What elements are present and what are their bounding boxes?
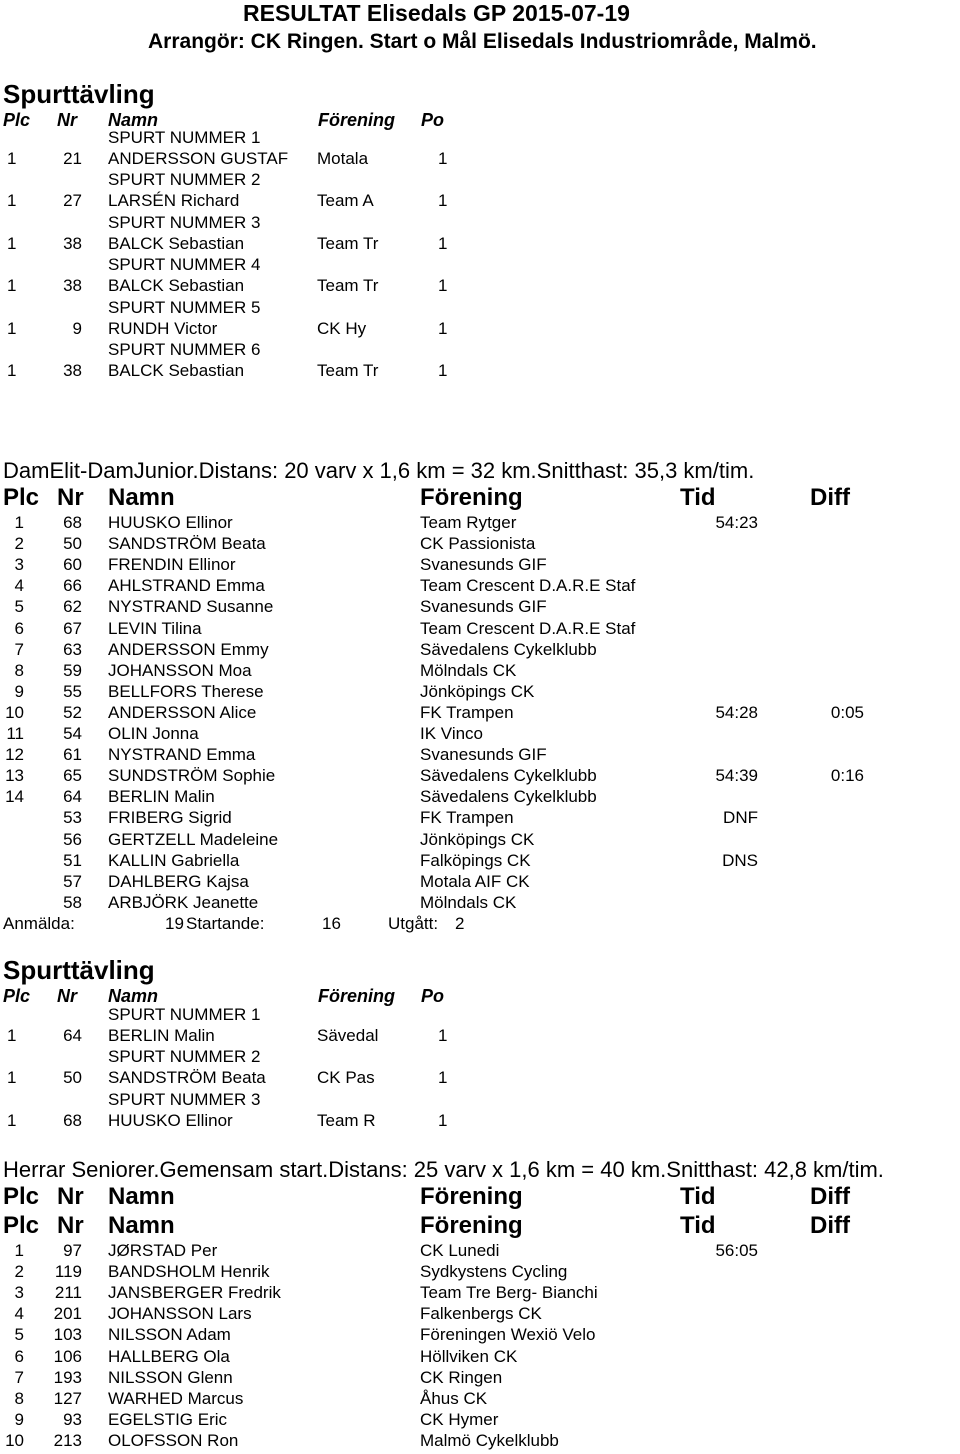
sprint-nr: 50	[63, 1068, 82, 1088]
sprint-club: CK Pas	[317, 1068, 375, 1088]
race2-a-header-tid: Tid	[680, 1183, 716, 1210]
race2-a-header-plc: Plc	[3, 1183, 40, 1210]
header-forening: Förening	[318, 986, 395, 1006]
sprint-po: 1	[438, 276, 448, 296]
sprint-label: SPURT NUMMER 2	[108, 170, 261, 190]
race2-a-header-diff: Diff	[810, 1183, 850, 1210]
result-club: CK Ringen	[420, 1367, 503, 1387]
result-club: Höllviken CK	[420, 1346, 518, 1366]
race1-header-nr: Nr	[57, 484, 84, 511]
sprint-label: SPURT NUMMER 6	[108, 340, 261, 359]
result-name: JOHANSSON Moa	[108, 660, 252, 680]
result-plc: 3	[14, 555, 24, 575]
sprint-club: Team A	[317, 191, 374, 211]
sprint-nr: 38	[63, 276, 82, 296]
result-name: KALLIN Gabriella	[108, 850, 240, 870]
result-nr: 213	[53, 1430, 82, 1450]
result-name: NILSSON Adam	[108, 1325, 231, 1345]
result-club: FK Trampen	[420, 702, 514, 722]
result-club: Falköpings CK	[420, 850, 531, 870]
result-nr: 93	[63, 1409, 82, 1429]
sprint-label: SPURT NUMMER 1	[108, 1005, 261, 1024]
race2-b-header-plc: Plc	[3, 1212, 40, 1239]
sprint-name: HUUSKO Ellinor	[108, 1110, 233, 1130]
sprint-club: Team Tr	[317, 233, 379, 253]
result-nr: 66	[63, 576, 82, 596]
result-plc: 3	[14, 1283, 24, 1303]
sprint-label: SPURT NUMMER 3	[108, 1089, 261, 1109]
sprint-plc: 1	[7, 318, 17, 338]
result-club: Jönköpings CK	[420, 681, 535, 701]
result-plc: 7	[14, 639, 24, 659]
sprint-plc: 1	[7, 233, 17, 253]
result-nr: 67	[63, 618, 82, 638]
summary-startande: 16	[322, 914, 341, 933]
sprint-plc: 1	[7, 361, 17, 380]
result-plc: 10	[5, 702, 24, 722]
sprint-section-title: Spurttävling	[3, 955, 155, 985]
result-nr: 201	[53, 1304, 82, 1324]
result-name: FRIBERG Sigrid	[108, 808, 232, 828]
result-plc: 9	[14, 681, 24, 701]
result-nr: 127	[53, 1388, 82, 1408]
sprint-club: Team Tr	[317, 276, 379, 296]
sprint-club: CK Hy	[317, 318, 367, 338]
result-name: FRENDIN Ellinor	[108, 555, 236, 575]
race-title: DamElit-DamJunior.Distans: 20 varv x 1,6 km = 32 km.Snitthast: 35,3 km/tim.	[3, 458, 755, 483]
sprint-nr: 38	[63, 233, 82, 253]
result-club: Team Tre Berg- Bianchi	[420, 1283, 598, 1303]
header-nr: Nr	[57, 110, 78, 130]
result-diff: 0:05	[830, 702, 864, 722]
result-club: Sydkystens Cycling	[420, 1262, 568, 1282]
result-tid: 54:28	[715, 702, 758, 722]
result-club: Mölndals CK	[420, 660, 517, 680]
race2-b-header-forening: Förening	[420, 1212, 523, 1239]
document-title: RESULTAT Elisedals GP 2015-07-19	[243, 0, 630, 26]
result-nr: 50	[63, 534, 82, 554]
sprint-club: Team Tr	[317, 361, 379, 380]
result-nr: 119	[54, 1262, 82, 1282]
result-name: WARHED Marcus	[108, 1388, 244, 1408]
race2-b-header-tid: Tid	[680, 1212, 716, 1239]
result-name: JOHANSSON Lars	[108, 1304, 252, 1324]
race2-a-header-namn: Namn	[108, 1183, 175, 1210]
sprint-label: SPURT NUMMER 4	[108, 255, 261, 275]
sprint-name: BERLIN Malin	[108, 1026, 215, 1045]
sprint-plc: 1	[7, 276, 17, 296]
result-nr: 64	[63, 787, 82, 807]
sprint-po: 1	[438, 361, 448, 380]
result-name: JANSBERGER Fredrik	[108, 1283, 281, 1303]
result-plc: 1	[14, 513, 24, 532]
result-club: Sävedalens Cykelklubb	[420, 639, 597, 659]
result-nr: 193	[53, 1367, 82, 1387]
result-name: NILSSON Glenn	[108, 1367, 233, 1387]
race2-b-header-namn: Namn	[108, 1212, 175, 1239]
result-club: Malmö Cykelklubb	[420, 1430, 559, 1450]
sprint-name: BALCK Sebastian	[108, 276, 245, 296]
header-namn: Namn	[108, 110, 159, 130]
result-club: Svanesunds GIF	[420, 597, 547, 617]
header-plc: Plc	[3, 110, 31, 130]
result-nr: 62	[63, 597, 82, 617]
result-nr: 56	[63, 829, 82, 849]
sprint-name: BALCK Sebastian	[108, 233, 245, 253]
result-name: EGELSTIG Eric	[108, 1409, 228, 1429]
result-plc: 1	[14, 1241, 24, 1260]
sprint-nr: 38	[63, 361, 82, 380]
sprint-club: Motala	[317, 149, 369, 168]
result-club: Motala AIF CK	[420, 871, 530, 891]
organizer-line: Arrangör: CK Ringen. Start o Mål Elisedals Industriområde, Malmö.	[148, 30, 817, 53]
race2-a-header-forening: Förening	[420, 1183, 523, 1210]
sprint-plc: 1	[7, 1110, 17, 1130]
result-club: Föreningen Wexiö Velo	[420, 1325, 596, 1345]
race1-header-plc: Plc	[3, 484, 40, 511]
result-club: CK Lunedi	[420, 1241, 500, 1260]
sprint-name: RUNDH Victor	[108, 318, 218, 338]
result-nr: 57	[63, 871, 82, 891]
result-name: HUUSKO Ellinor	[108, 513, 233, 532]
summary-anmalda-label: Anmälda:	[3, 914, 75, 933]
race1-header-diff: Diff	[810, 484, 850, 511]
race2-a-header-nr: Nr	[57, 1183, 84, 1210]
sprint-label: SPURT NUMMER 1	[108, 128, 261, 147]
result-nr: 211	[54, 1283, 82, 1303]
result-nr: 97	[63, 1241, 82, 1260]
sprint-nr: 27	[63, 191, 82, 211]
sprint-plc: 1	[7, 1026, 17, 1045]
result-nr: 54	[63, 724, 82, 743]
result-club: CK Hymer	[420, 1409, 499, 1429]
result-club: Team Crescent D.A.R.E Staf	[420, 618, 636, 638]
result-nr: 68	[63, 513, 82, 532]
result-name: ARBJÖRK Jeanette	[108, 892, 259, 912]
result-club: Team Rytger	[420, 513, 517, 532]
sprint-nr: 68	[63, 1110, 82, 1130]
result-name: ANDERSSON Emmy	[108, 639, 269, 659]
result-name: HALLBERG Ola	[108, 1346, 230, 1366]
sprint-po: 1	[438, 1068, 448, 1088]
result-nr: 58	[63, 892, 82, 912]
sprint-name: ANDERSSON GUSTAF	[108, 149, 289, 168]
result-tid: DNF	[723, 808, 758, 828]
result-nr: 63	[63, 639, 82, 659]
result-club: CK Passionista	[420, 534, 536, 554]
race1-header-forening: Förening	[420, 484, 523, 511]
result-name: GERTZELL Madeleine	[108, 829, 279, 849]
sprint-section-title: Spurttävling	[3, 79, 155, 109]
sprint-plc: 1	[7, 1068, 17, 1088]
result-club: Åhus CK	[420, 1388, 488, 1408]
sprint-nr: 9	[72, 318, 82, 338]
result-name: SANDSTRÖM Beata	[108, 534, 266, 554]
result-name: NYSTRAND Emma	[108, 745, 256, 765]
result-club: Svanesunds GIF	[420, 555, 547, 575]
result-plc: 2	[14, 534, 24, 554]
header-po: Po	[421, 110, 445, 130]
result-nr: 103	[53, 1325, 82, 1345]
result-club: IK Vinco	[420, 724, 484, 743]
result-name: OLOFSSON Ron	[108, 1430, 239, 1450]
sprint-po: 1	[438, 149, 448, 168]
result-name: DAHLBERG Kajsa	[108, 871, 249, 891]
sprint-label: SPURT NUMMER 5	[108, 297, 261, 317]
result-plc: 6	[14, 1346, 24, 1366]
result-plc: 8	[14, 660, 24, 680]
result-plc: 5	[14, 1325, 24, 1345]
race-title: Herrar Seniorer.Gemensam start.Distans: 25 varv x 1,6 km = 40 km.Snitthast: 42,8 km/tim.	[3, 1157, 884, 1182]
result-club: Team Crescent D.A.R.E Staf	[420, 576, 636, 596]
sprint-po: 1	[438, 1026, 448, 1045]
sprint-po: 1	[438, 318, 448, 338]
result-name: BERLIN Malin	[108, 787, 215, 807]
result-name: NYSTRAND Susanne	[108, 597, 274, 617]
result-tid: 54:23	[715, 513, 758, 532]
result-club: Sävedalens Cykelklubb	[420, 787, 597, 807]
race1-header-tid: Tid	[680, 484, 716, 511]
result-diff: 0:16	[830, 766, 864, 786]
header-forening: Förening	[318, 110, 395, 130]
result-club: Falkenbergs CK	[420, 1304, 542, 1324]
result-tid: DNS	[722, 850, 758, 870]
sprint-label: SPURT NUMMER 3	[108, 212, 261, 232]
result-club: Svanesunds GIF	[420, 745, 547, 765]
result-plc: 9	[14, 1409, 24, 1429]
result-nr: 60	[63, 555, 82, 575]
result-name: SUNDSTRÖM Sophie	[108, 766, 276, 786]
result-plc: 7	[14, 1367, 24, 1387]
sprint-club: Sävedal	[317, 1026, 379, 1045]
sprint-nr: 64	[63, 1026, 82, 1045]
summary-utgatt-label: Utgått:	[388, 914, 439, 933]
result-plc: 14	[5, 787, 24, 807]
result-nr: 59	[63, 660, 82, 680]
race2-b-header-nr: Nr	[57, 1212, 84, 1239]
result-nr: 55	[63, 681, 82, 701]
summary-startande-label: Startande:	[186, 914, 265, 933]
sprint-name: LARSÉN Richard	[108, 191, 240, 211]
summary-utgatt: 2	[455, 914, 465, 933]
result-name: BANDSHOLM Henrik	[108, 1262, 270, 1282]
sprint-po: 1	[438, 191, 448, 211]
result-nr: 106	[53, 1346, 82, 1366]
result-name: OLIN Jonna	[108, 724, 199, 743]
result-plc: 10	[5, 1430, 24, 1450]
header-plc: Plc	[3, 986, 31, 1006]
result-nr: 61	[63, 745, 82, 765]
result-name: AHLSTRAND Emma	[108, 576, 265, 596]
result-club: Jönköpings CK	[420, 829, 535, 849]
sprint-plc: 1	[7, 149, 17, 168]
sprint-po: 1	[438, 1110, 448, 1130]
result-plc: 13	[5, 766, 24, 786]
summary-anmalda: 19	[165, 914, 184, 933]
result-club: Sävedalens Cykelklubb	[420, 766, 597, 786]
sprint-name: BALCK Sebastian	[108, 361, 245, 380]
result-nr: 51	[63, 850, 82, 870]
header-namn: Namn	[108, 986, 159, 1006]
result-nr: 52	[63, 702, 82, 722]
result-name: LEVIN Tilina	[108, 618, 202, 638]
result-plc: 4	[14, 576, 24, 596]
header-nr: Nr	[57, 986, 78, 1006]
sprint-po: 1	[438, 233, 448, 253]
result-plc: 4	[14, 1304, 24, 1324]
result-name: ANDERSSON Alice	[108, 702, 257, 722]
result-plc: 12	[5, 745, 24, 765]
result-tid: 56:05	[715, 1241, 758, 1260]
race1-header-namn: Namn	[108, 484, 175, 511]
result-name: JØRSTAD Per	[108, 1241, 218, 1260]
result-nr: 53	[63, 808, 82, 828]
result-name: BELLFORS Therese	[108, 681, 264, 701]
result-plc: 11	[6, 724, 24, 743]
header-po: Po	[421, 986, 445, 1006]
sprint-plc: 1	[7, 191, 17, 211]
sprint-name: SANDSTRÖM Beata	[108, 1068, 266, 1088]
result-plc: 5	[14, 597, 24, 617]
race2-b-header-diff: Diff	[810, 1212, 850, 1239]
result-club: FK Trampen	[420, 808, 514, 828]
result-club: Mölndals CK	[420, 892, 517, 912]
result-plc: 6	[14, 618, 24, 638]
sprint-club: Team R	[317, 1110, 376, 1130]
result-nr: 65	[63, 766, 82, 786]
result-plc: 8	[14, 1388, 24, 1408]
sprint-label: SPURT NUMMER 2	[108, 1047, 261, 1067]
result-plc: 2	[14, 1262, 24, 1282]
sprint-nr: 21	[63, 149, 82, 168]
result-tid: 54:39	[715, 766, 758, 786]
